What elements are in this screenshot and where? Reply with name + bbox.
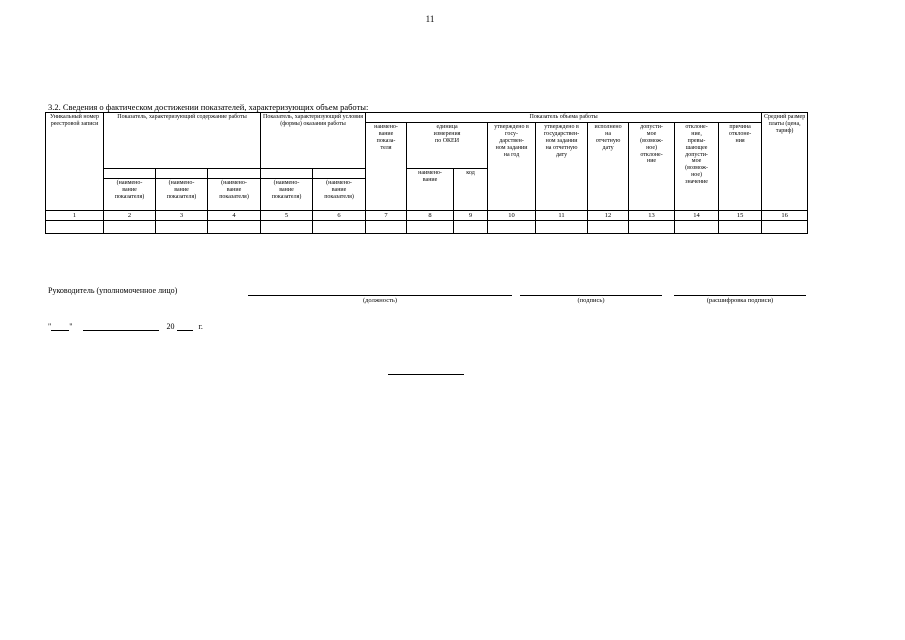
header-conditions-indicator: Показатель, характеризующий условия (формы) оказания работы [261,113,366,169]
column-number: 16 [762,211,808,221]
header-executed-date: исполнено на отчетную дату [588,123,629,211]
signatory-label: Руководитель (уполномоченное лицо) [48,286,178,295]
volume-indicators-table [45,112,808,234]
position-line [248,295,512,296]
sub-indicator-name-1: (наимено- вание показателя) [104,179,156,211]
footnote-separator [388,374,464,375]
column-number: 6 [313,211,366,221]
header-content-indicator: Показатель, характеризующий содержание работы [104,113,261,169]
sub-indicator-name-5: (наимено- вание показателя) [313,179,366,211]
header-indicator-name: наимено- вание показа- теля [366,123,407,211]
sub-indicator-name-2: (наимено- вание показателя) [156,179,208,211]
position-caption: (должность) [362,297,398,304]
data-cell [536,221,588,234]
column-number: 3 [156,211,208,221]
header-unit-name: наимено- вание [407,169,454,211]
column-number: 10 [488,211,536,221]
year-suffix: г. [198,322,203,331]
data-cell [313,221,366,234]
header-unit-okei: единица измерения по ОКЕИ [407,123,488,169]
data-cell [629,221,675,234]
column-number: 13 [629,211,675,221]
column-number: 4 [208,211,261,221]
month-blank [83,321,159,331]
data-cell [366,221,407,234]
signature-line [520,295,662,296]
date-line [48,321,203,331]
header-volume-indicator: Показатель объема работы [366,113,762,123]
data-cell [156,221,208,234]
decryption-line [674,295,806,296]
data-cell [762,221,808,234]
column-number: 9 [454,211,488,221]
data-cell [675,221,719,234]
data-cell [261,221,313,234]
header-allowed-deviation: допусти- мое (возмож- ное) отклоне- ние [629,123,675,211]
header-unique-number: Уникальный номер реестровой записи [46,113,104,211]
column-number: 8 [407,211,454,221]
empty-cell [156,169,208,179]
year-prefix: 20 [166,322,175,331]
column-number: 5 [261,211,313,221]
empty-cell [208,169,261,179]
page-number: 11 [425,14,435,24]
data-cell [104,221,156,234]
section-title: 3.2. Сведения о фактическом достижении показателей, характеризующих объем работы: [48,102,369,112]
header-average-fee: Средний размер платы (цена, тариф) [762,113,808,211]
header-deviation-exceeding: отклоне- ние, превы- шающее допусти- мое (возмож- ное) значение [675,123,719,211]
column-number: 11 [536,211,588,221]
close-quote: " [69,322,73,331]
empty-cell [104,169,156,179]
column-number: 12 [588,211,629,221]
year-blank [177,321,193,331]
data-cell [588,221,629,234]
data-cell [488,221,536,234]
column-number: 1 [46,211,104,221]
signature-caption: (подпись) [577,297,605,304]
column-number: 7 [366,211,407,221]
data-cell [719,221,762,234]
header-unit-code: код [454,169,488,211]
header-approved-state-year: утверждено в госу- дарствен- ном задании на год [488,123,536,211]
column-number: 15 [719,211,762,221]
empty-cell [261,169,313,179]
column-number: 14 [675,211,719,221]
header-approved-state-date: утверждено в государствен- ном задании на отчетную дату [536,123,588,211]
empty-cell [313,169,366,179]
data-cell [407,221,454,234]
sub-indicator-name-3: (наимено- вание показателя) [208,179,261,211]
decryption-caption: (расшифровка подписи) [706,297,774,304]
day-blank [51,321,69,331]
data-cell [46,221,104,234]
sub-indicator-name-4: (наимено- вание показателя) [261,179,313,211]
open-quote: " [48,322,52,331]
column-number: 2 [104,211,156,221]
header-deviation-reason: причина отклоне- ния [719,123,762,211]
table-row [46,221,808,234]
data-cell [454,221,488,234]
data-cell [208,221,261,234]
